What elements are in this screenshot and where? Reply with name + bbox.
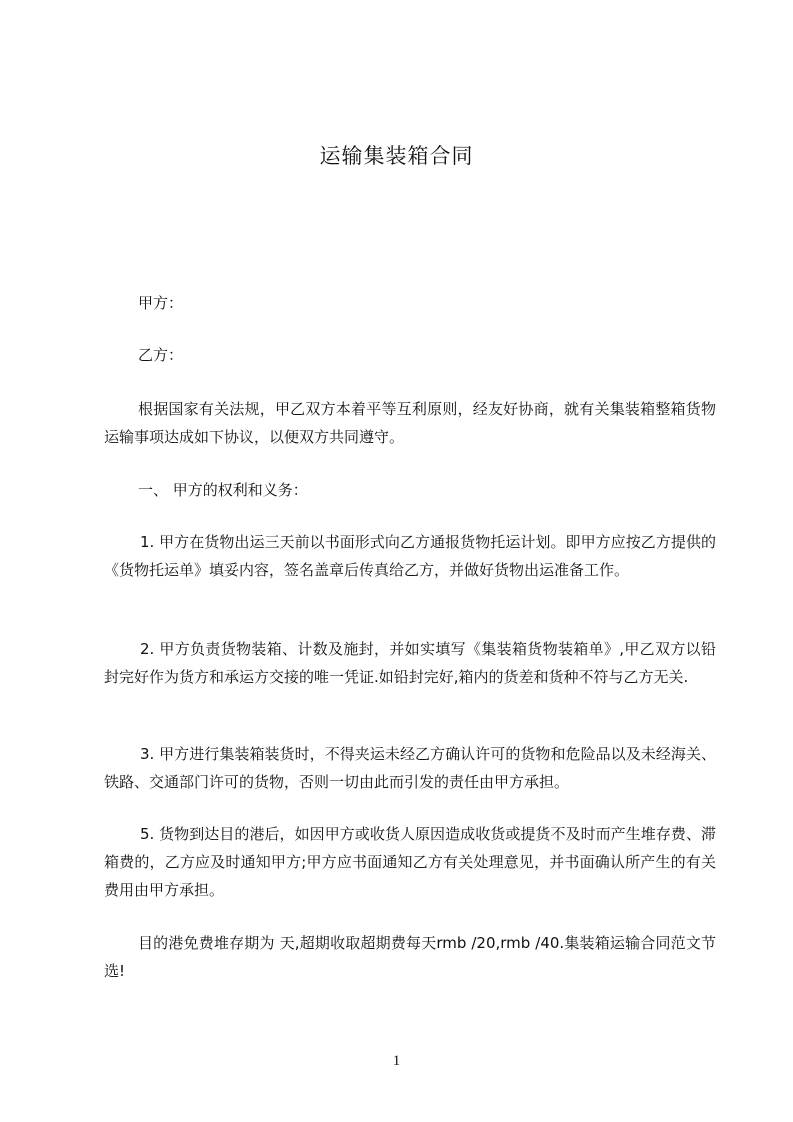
party-a-label: 甲方： bbox=[138, 294, 184, 312]
clause-5: 5. 货物到达目的港后，如因甲方或收货人原因造成收货或提货不及时而产生堆存费、滞箱费的，乙方应及时通知甲方;甲方应书面通知乙方有关处理意见，并书面确认所产生的有关费用由甲方承担。 bbox=[104, 825, 716, 899]
clause-3: 3. 甲方进行集装箱装货时，不得夹运未经乙方确认许可的货物和危险品以及未经海关、铁路、交通部门许可的货物，否则一切由此而引发的责任由甲方承担。 bbox=[104, 745, 716, 791]
document-title: 运输集装箱合同 bbox=[319, 144, 474, 168]
closing-paragraph: 目的港免费堆存期为 天,超期收取超期费每天rmb /20,rmb /40.集装箱运输合同范文节选! bbox=[104, 934, 716, 980]
intro-paragraph: 根据国家有关法规，甲乙双方本着平等互利原则，经友好协商，就有关集装箱整箱货物运输事项达成如下协议，以便双方共同遵守。 bbox=[104, 400, 716, 446]
page-number: 1 bbox=[392, 1053, 401, 1069]
clause-1: 1. 甲方在货物出运三天前以书面形式向乙方通报货物托运计划。即甲方应按乙方提供的《货物托运单》填妥内容，签名盖章后传真给乙方，并做好货物出运准备工作。 bbox=[104, 533, 716, 579]
party-b-label: 乙方： bbox=[138, 346, 184, 364]
section-heading: 一、 甲方的权利和义务： bbox=[138, 481, 308, 499]
clause-2: 2. 甲方负责货物装箱、计数及施封，并如实填写《集装箱货物装箱单》,甲乙双方以铅封完好作为货方和承运方交接的唯一凭证.如铅封完好,箱内的货差和货种不符与乙方无关. bbox=[104, 640, 716, 686]
